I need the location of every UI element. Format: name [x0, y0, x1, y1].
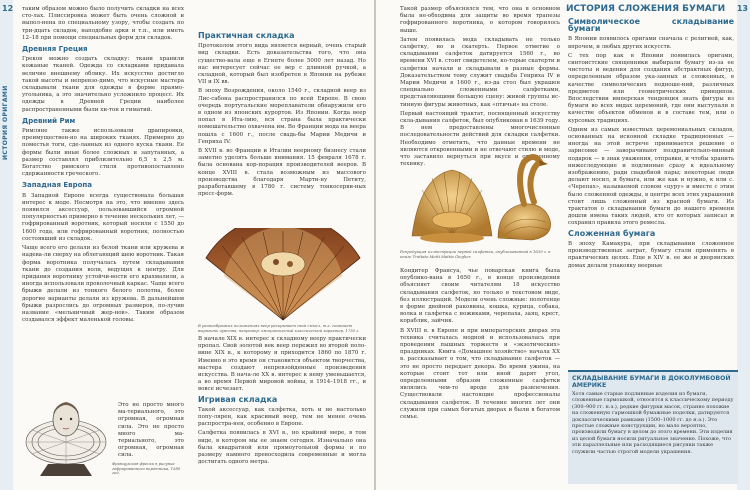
paragraph: Такой размер объяснялся тем, что она в основном была не-обходима для защиты во время трапезы гофрированного воротника, о котором говорилось выше.	[400, 6, 560, 34]
heading-folded-paper: Сложенная бумага	[568, 228, 656, 238]
paragraph: В Японии появилось оригами сначала с религией, как, впрочем, и любых других искусств.	[568, 36, 734, 50]
paragraph: таким образом можно было получить складки на всех сто-лах. Плиссировка может быть очень сложной и выпол-нена по специальному узору, чтобы создать по три-дцать складок, наподобие арки и т.п., или иметь 12–18 при помощи специальных форм для складок.	[22, 6, 184, 41]
right-page	[376, 0, 750, 490]
right-side-band	[737, 0, 750, 490]
heading-symbolic-folding: Символическое складывание бумаги	[568, 17, 734, 34]
right-column-1-bottom	[400, 268, 560, 486]
paragraph: В XVIII в. в Европе и при императорских дворах эта техника считалась модной и использовалась при проведении пышных торжеств и «экзотических» праздниках. Книга «Домашнее хозяйство» начала XX в. рассказывает о том, что складывание салфеток — это не просто передает декора. Во время ужина, на которые стоит тот или иной дарят угол, определенными образом сложенные салфетки являлись чем-то вроде для развлечения. Существовали настоящие профессионалы складывания салфеток. В течение многих лет они служили при самых богатых дворах и были в богатом семье.	[400, 327, 560, 421]
paragraph: В эпоху Камакура, при складывании сложенное производственных затрат, бумагу стали применять в практических целях. Еще в XIV в. ее же и дворянских домах делали упаковку веерные	[568, 240, 734, 269]
napkin-sculptures-image	[400, 140, 560, 246]
left-column-2-top	[198, 30, 366, 226]
paragraph: Греков можно создать складку: ткани хранили кожаные тканей. Одежда со складками придавала величие внешнему облику. Их искусство достигло такой высоты и непревзо-димо, что искусные мастера складывали ткани для одежды в форме праямо-угольника, а это значительно усложнило процесс. Их одежды в Древней Греции наиболее распространенными были хи-тон и гиматий.	[22, 56, 184, 113]
left-page	[0, 0, 374, 490]
heading-europe: Западная Европа	[22, 181, 92, 190]
ruff-portrait-image	[22, 390, 110, 476]
right-column-1-top	[400, 6, 560, 168]
paragraph: Салфетка появилась в XVI в., но крайний мере, в том виде, в котором мы ее знаем сегодня. Изначально она была квадратной или прямоугольной формы и по размеру намного превосходила современные и могла достигать одного метра.	[198, 430, 366, 466]
portrait-side-text: Это не просто много ма-териального, это огромная, огромная сила. Это не просто много ма-териального, это огромная, огромная сила.	[118, 402, 184, 459]
swan-caption: Репродукция иллюстрации первой салфетки, опубликованной в 1639 г. в книге Trattato Metti Mattia Giegher.	[400, 249, 551, 259]
sidebar-title: СКЛАДЫВАНИЕ БУМАГИ В ДОКОЛУМБОВОЙ АМЕРИКЕ	[572, 375, 731, 389]
heading-greece: Древняя Греция	[22, 45, 88, 54]
portrait-caption: Французская фреска в рисунке гофрированного воротника, 1580 год.	[112, 461, 181, 476]
left-side-title: ИСТОРИЯ ОРИГАМИ	[2, 85, 9, 160]
paragraph: Такой аксессуар, как салфетка, хоть и не настолько попу-лярен, как красивый веер, тем не менее очень распростра-нен, особенно в Европе.	[198, 406, 366, 428]
paragraph: Чаще всего его делали из белой ткани или кружева и надева-ли сверху на облегающий шею воротник. Такая форма воротника получалась путем складывания ткани до создания волн, ведущих к центру. Для придания воротнику устойчи-вости его крахмалили, а иногда использовали проволочный каркас. Чаще всего брыжи делали из тонкого белого полотна, более дорогие варианты делали из кружева. В дальнейшем брыжи разрослись до огромных размеров, по-лучив название «мельничный жер-нов». Таким образом создавался эффект маленькой головы.	[22, 245, 184, 324]
paragraph: Первый настоящий трактат, посвященный искусству скла-дывания салфеток, был опубликован в 1639 году. В нем предоставлены многочисленные последовательности действий для складки салфетки. Необходимо отметить, что данные времени не являются откровенными и не отвечают стилю и моде, что заставило вернуться при вкусе и отточенному технику.	[400, 110, 560, 168]
heading-practical-fold: Практичная складка	[198, 31, 295, 40]
paragraph: Кондитер Франсуа, чье поварская книга была опублико-вана в 1650 г., в конце произведения объясняет своим читателям 18 искусство складывания салфеток, но только в текстовом виде, без иллюстраций. Модели очень сложные: полотенце в форме двойной раковины, кошка, курица, собака, волка и салфетка с ножиками, черепаха, заяц, крест, кораблик, зайчик.	[400, 268, 560, 325]
right-column-2	[568, 16, 734, 338]
paragraph: С тех пор как в Японии появилась оригами, синтоистские священники выбирали бумагу из-за ее чистоты и ведения для создания абстрактных фигур, определенным образом ука-занных и сложенных, в качестве символических подноше-ний, различных предметов или геометрических принципов. Впоследствии имперская тенденция знать фигуры из бумаги во всех видах церемоний, где они выступали в качестве объектов обменов и в составе тем, или о курсовых традициях.	[568, 52, 734, 124]
heading-rome: Древний Рим	[22, 116, 76, 125]
right-page-number: 13	[736, 4, 748, 13]
paragraph: Одним из самых известных церемониальных складов, основанных на исконной складке традиционных — иногда на этой встрече принимается решение о зарисовке — заворачивают поздравительно-винный подарок — в знак уважения, отправки, и чтобы хранить нижеследующие и подлинные сразу к идеальному изображению, ради свадебной пары; некоторые люди делают носил, и бумага, или же как и нужно, к или с. «Черепах», называемой словом «цуру» и вместе с этим было сложенной одежды, в центре всех этих украшений стоит лишь сложенный из красной бумаги. Из трактатов о складывании бумаги до нашего времени дошли имена таких людей, кто от которых записал и сохранил правила этого ремесла.	[568, 126, 734, 227]
left-column-2-bottom	[198, 336, 366, 486]
left-page-number: 12	[2, 4, 14, 13]
fan-caption: В разнообразных положениях веер раскрывает свой смысл, т.е. помогает выразить чувства, например: эмоциональный классический характер, 1730 г.	[198, 323, 360, 333]
paragraph: Затем появилась мода складывать не только салфетку, но и скатерть. Первое отметие о складывании салфеток датируется 1560 г., во времени XVI в. стоит свидетелем, ко-торые скатерти и салфетки начали и складывали в разные формы. Доказательством тому служит свадьба Генриха IV и Марии Медичи в 1600 г., из-да стол был украшен специально сложенными салфетками, представляющими большую сцену: живой группы ис-тинную фигуры животных, как «птичьи» на столе.	[400, 36, 560, 108]
paragraph: Протоколом этого вида является верный, очень старый вид складки. Есть доказательства того, что она существо-вала еще в Египте более 5000 лет назад. Но нас интересует сейчас ее вер с длинной ручкой, а складной, который был изобретен в Японии на рубеже VII и IX вв.	[198, 43, 366, 86]
paragraph: Римляне также использовали драпировки, преимуществен-но на широких тканях. Примерно до поместья тоги, сде-ланных из одного куска ткани. Ее формы были иные более сложных и запутанных, а размер составлял приблизительно 6,5 х 2,5 м. Богатство римского стиля противопоставлено сдержанности греческого.	[22, 128, 184, 178]
paragraph: В эпоху Возрождения, около 1540 г., складной веер из Лис-сабона распространился по всей Европе. В свою очередь португальские мореплаватели обнаружили его в одном из японских курортов. Из Японии. Когда веер попал в Ита-лию, вся страна была практически помешательство охвачена им. Во Франции мода на веера пошла с 1600 г., после свадь-бы Марии Медичи и Генриха IV.	[198, 88, 366, 145]
paragraph: В Западной Европе всегда существовала большая интерес к моде. Несмотря на это, что именно здесь появился аксессуар, пользовавшийся огромной популярностью примерно в течение нескольких лет, — гофрированный воротник, который носили с 1550 до 1600 года, или гофрированный воротник, полностью состоявший из складок.	[22, 192, 184, 242]
heading-playful-fold: Игривая складка	[198, 394, 278, 404]
running-title: ИСТОРИЯ СЛОЖЕНИЯ БУМАГИ	[566, 4, 726, 14]
folding-fan-image	[200, 228, 366, 322]
paragraph: В начале XIX в. интерес к складному вееру практически пропал. Свой золотой век веер пережил во второй поло-вине XIX в., к которому и приходится 1860 по 1870 г. Именно в это время он становится объектом творчества, мастера создают непревзойденные произведения искусства. В нача-ле XX в. интерес к нему уменьшается, а во время Первой мировой войны, в 1914–1918 гг., и вовсе исчезает.	[198, 336, 366, 393]
precolumbian-sidebar	[568, 370, 738, 484]
paragraph: В XVII в. во Франции и Италии веерному бизнесу стали заметно уделять больше внимания. 15 февраля 1678 г. была основана кор-порация производителей вееров. В конце XVIII в. стала возможным из массового производства благодаря Марти-ну Петиту, разработавшему в 1780 г. систему тонкосерви-ных пресс-форм.	[198, 148, 366, 198]
sidebar-text: Хотя самые старые подлинные изделия из бумаги, сложенные гармошкой, относятся к классическому периоду (300–900 гг. н.э.), редкие фигурки масок, странно похожие на сложенную гармошкой бумажные поделки, датируются доклассическими рамками (1500–1000 гг. до н.э.). Это простые сложные конструкции, но мало вероятно, производили бумагу в целом до этого времени. Эти изделия из целой бумаги носили ритуальное значение. Похоже, что эти параллельные или расходящиеся рисунки также служили частью строгой модели украшения.	[572, 391, 734, 455]
